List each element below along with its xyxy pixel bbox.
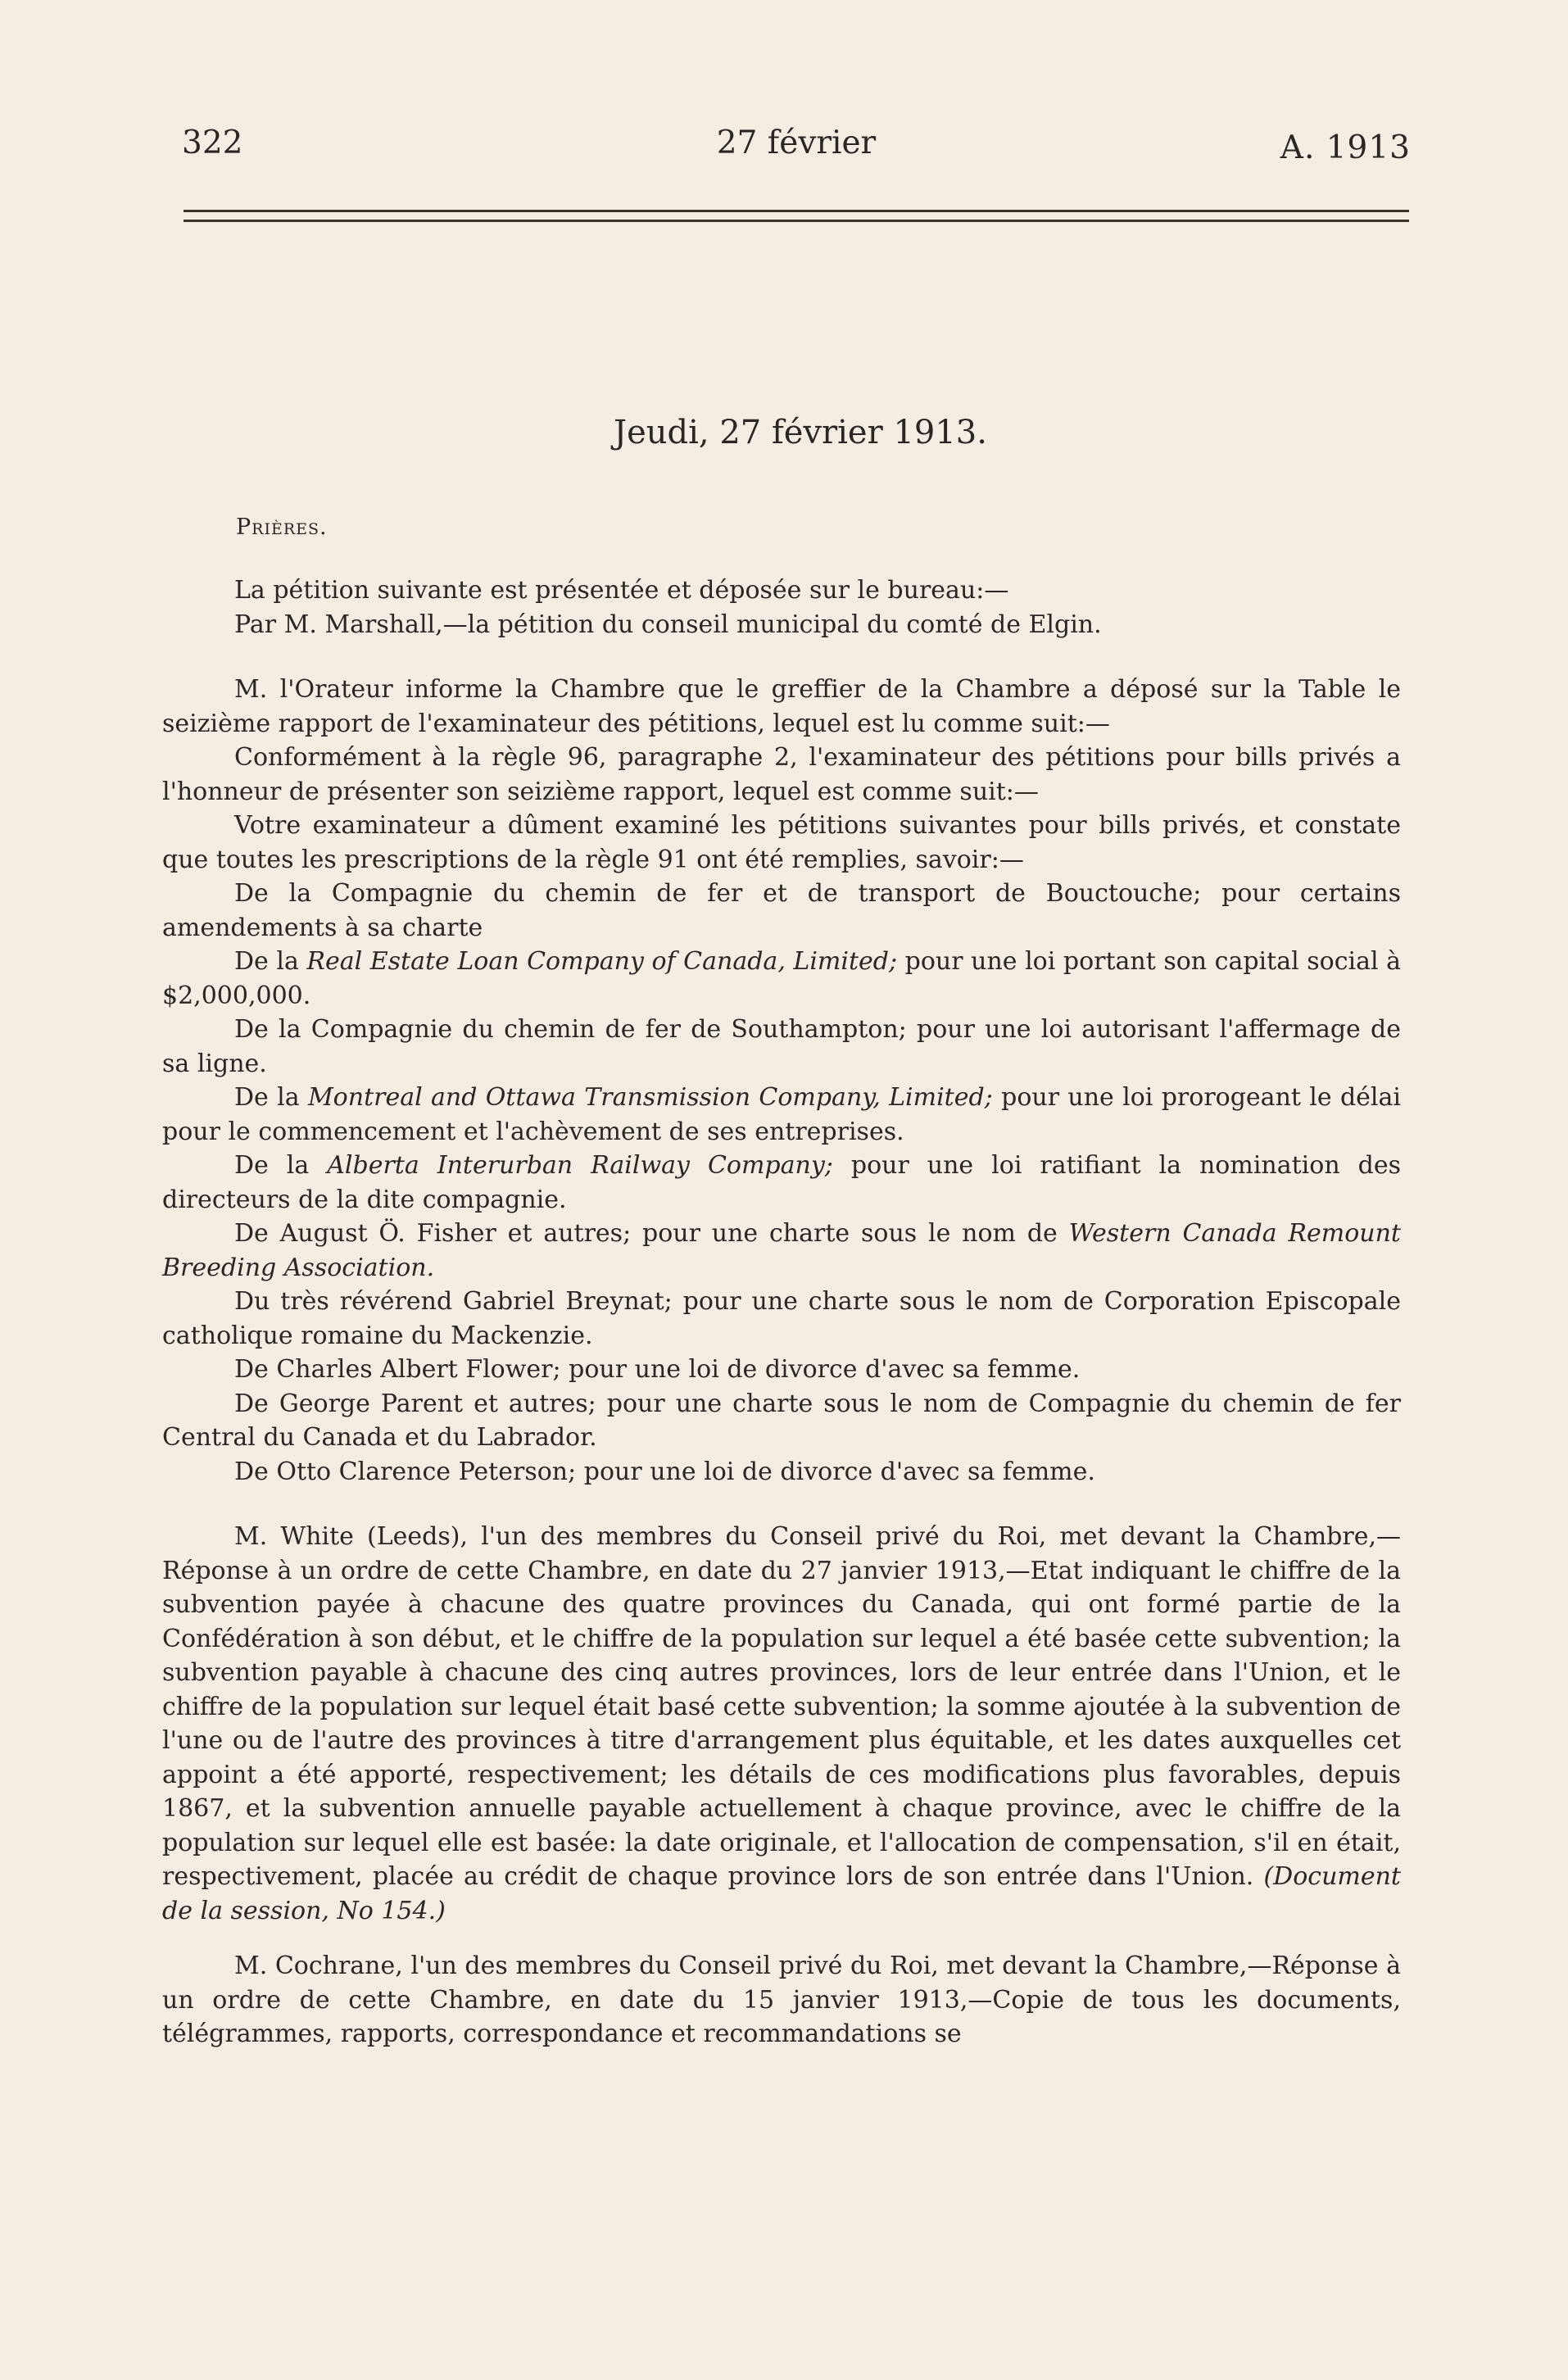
petition-list-item: De August Ö. Fisher et autres; pour une charte sous le nom de Western Canada Remount Breeding Association.	[162, 1219, 1401, 1282]
day-title: Jeudi, 27 février 1913.	[614, 414, 987, 451]
petition-intro: La pétition suivante est présentée et déposée sur le bureau:—	[234, 576, 1009, 605]
journal-body	[162, 573, 1401, 2051]
petition-list-item: De la Compagnie du chemin de fer de Southampton; pour une loi autorisant l'affermage de sa ligne.	[162, 1015, 1401, 1078]
petition-list-item: De la Compagnie du chemin de fer et de transport de Bouctouche; pour certains amendements à sa charte	[162, 879, 1401, 942]
header-rule-top	[184, 210, 1409, 212]
cochrane-paragraph: M. Cochrane, l'un des membres du Conseil privé du Roi, met devant la Chambre,—Réponse à un ordre de cette Chambre, en date du 15 janvier 1913,—Copie de tous les documents, télégrammes, rapports, correspondance et recommandations se	[162, 1952, 1401, 2048]
petition-list-item: De la Real Estate Loan Company of Canada, Limited; pour une loi portant son capital social à $2,000,000.	[162, 947, 1402, 1010]
petition-list-item: Du très révérend Gabriel Breynat; pour une charte sous le nom de Corporation Episcopale catholique romaine du Mackenzie.	[162, 1287, 1401, 1350]
petition-list-item: De Charles Albert Flower; pour une loi de divorce d'avec sa femme.	[234, 1355, 1081, 1384]
header-rule-bottom	[184, 220, 1409, 222]
spacer	[162, 641, 1401, 673]
page-number: 322	[182, 125, 243, 161]
header-year: A. 1913	[1280, 129, 1411, 166]
spacer	[162, 1489, 1401, 1520]
petition-list-item: De George Parent et autres; pour une charte sous le nom de Compagnie du chemin de fer Central du Canada et du Labrador.	[162, 1389, 1401, 1452]
page-header	[182, 125, 1411, 174]
document-reference: (Document de la session, No 154.)	[162, 1862, 1401, 1925]
examiner-paragraph: Votre examinateur a dûment examiné les pétitions suivantes pour bills privés, et constate que toutes les prescriptions de la règle 91 ont été remplies, savoir:—	[162, 811, 1401, 874]
header-date: 27 février	[716, 125, 877, 161]
petition-list-item: De la Montreal and Ottawa Transmission Company, Limited; pour une loi prorogeant le délai pour le commencement et l'achèvement de ses entreprises.	[162, 1083, 1402, 1146]
petition-item: Par M. Marshall,—la pétition du conseil municipal du comté de Elgin.	[234, 610, 1102, 639]
petition-list-item: De Otto Clarence Peterson; pour une loi de divorce d'avec sa femme.	[234, 1457, 1095, 1486]
spacer	[162, 1928, 1401, 1949]
report-paragraph: Conformément à la règle 96, paragraphe 2, l'examinateur des pétitions pour bills privés a l'honneur de présenter son seizième rapport, lequel est comme suit:—	[162, 743, 1401, 806]
orateur-paragraph: M. l'Orateur informe la Chambre que le greffier de la Chambre a déposé sur la Table le seizième rapport de l'examinateur des pétitions, lequel est lu comme suit:—	[162, 675, 1401, 738]
petition-list-item: De la Alberta Interurban Railway Company; pour une loi ratifiant la nomination des directeurs de la dite compagnie.	[162, 1151, 1401, 1214]
prieres-heading: Prières.	[236, 515, 328, 540]
white-paragraph: M. White (Leeds), l'un des membres du Conseil privé du Roi, met devant la Chambre,—Réponse à un ordre de cette Chambre, en date du 27 janvier 1913,—Etat indiquant le chiffre de la subvention payée à chacune des quatre provinces du Canada, qui ont formé partie de la Confédération à son début, et le chiffre de la population sur lequel a été basée cette subvention; la subvention payable à chacune des cinq autres provinces, lors de leur entrée dans l'Union, et le chiffre de la population sur lequel était basé cette subvention; la somme ajoutée à la subvention de l'une ou de l'autre des provinces à titre d'arrangement plus équitable, et les dates auxquelles cet appoint a été apporté, respectivement; les détails de ces modifications plus favorables, depuis 1867, et la subvention annuelle payable actuellement à chaque province, avec le chiffre de la population sur lequel elle est basée: la date originale, et l'allocation de compensation, s'il en était, respectivement, placée au crédit de chaque province lors de son entrée dans l'Union. (Document de la session, No 154.)	[162, 1522, 1401, 1925]
